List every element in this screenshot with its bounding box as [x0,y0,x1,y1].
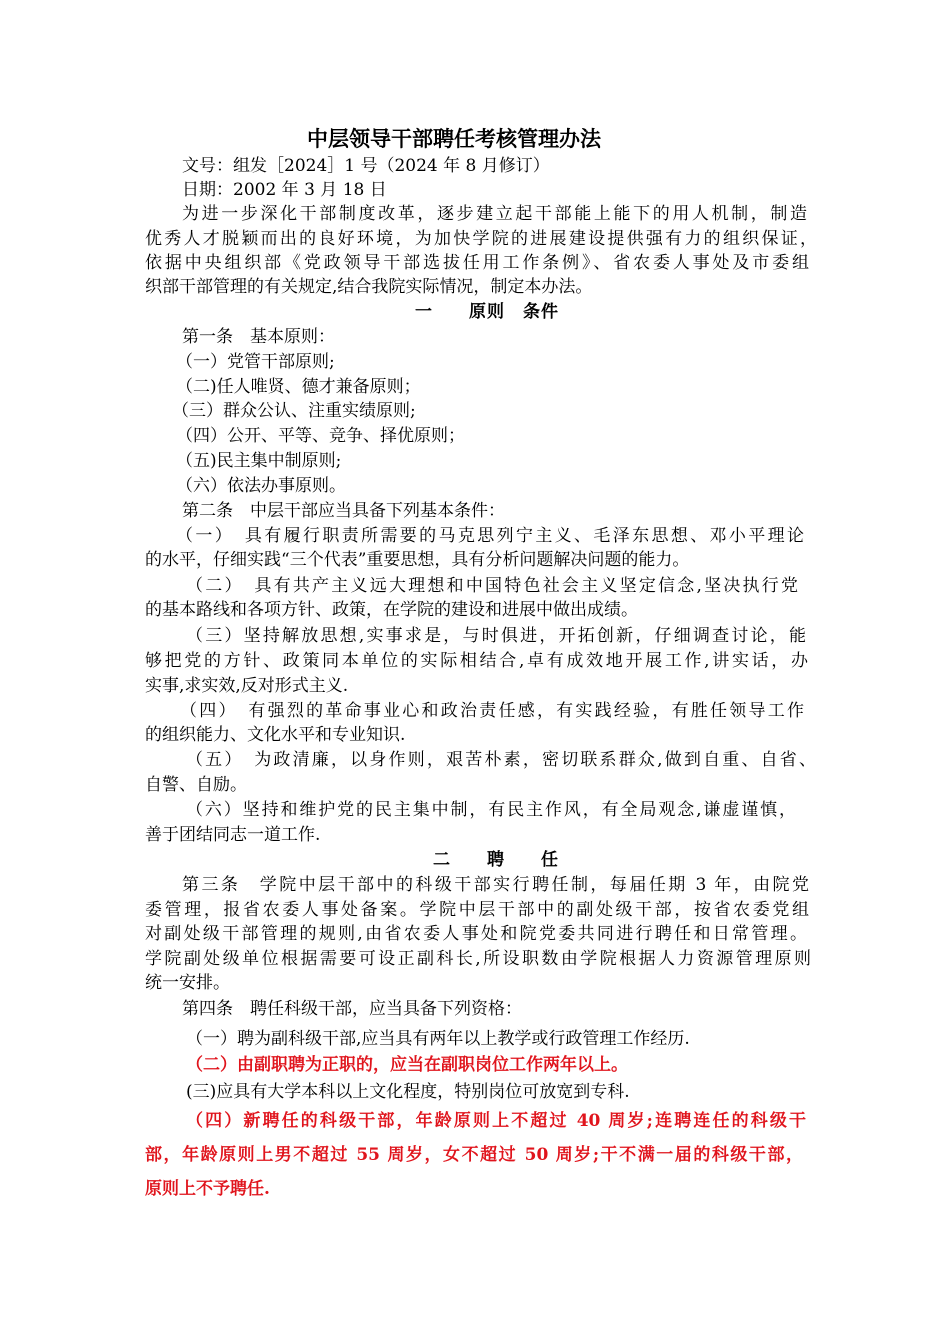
list-item: （一）聘为副科级干部,应当具有两年以上教学或行政管理工作经历. [186,1029,690,1049]
article-line: 的组织能力、文化水平和专业知识. [145,725,406,745]
list-item: （四）公开、平等、竞争、择优原则； [176,426,465,446]
article-line: 统一安排。 [145,973,230,993]
article-heading: 第一条 基本原则： [182,327,335,347]
highlighted-text: 新聘任的科级干部，年龄原则上不超过 40 周岁;连聘连任的科级干 [243,1111,806,1131]
article-line: 自警、自励。 [145,775,247,795]
article-line: （二） 具有共产主义远大理想和中国特色社会主义坚定信念,坚决执行党 [186,576,798,596]
document-number: 文号：组发［2024］1 号（2024 年 8 月修订） [182,156,550,176]
list-item [186,1109,806,1133]
highlighted-text: 部，年龄原则上男不超过 55 周岁，女不超过 50 周岁;干不满一届的科级干部， [145,1145,803,1165]
document-title: 中层领导干部聘任考核管理办法 [307,127,601,151]
intro-line: 为进一步深化干部制度改革，逐步建立起干部能上能下的用人机制，制造 [182,204,807,224]
article-line: 学院副处级单位根据需要可设正副科长,所设职数由学院根据人力资源管理原则 [145,949,811,969]
list-item: (三)应具有大学本科以上文化程度，特别岗位可放宽到专科. [186,1082,630,1102]
item-prefix: （四） [186,1111,244,1131]
highlighted-text: 原则上不予聘任. [145,1179,270,1199]
article-line: 的水平，仔细实践“三个代表”重要思想，具有分析问题解决问题的能力。 [145,550,690,570]
article-line: 对副处级干部管理的规则,由省农委人事处和院党委共同进行聘任和日常管理。 [145,924,807,944]
list-item: （一）党管干部原则; [176,352,335,372]
list-item: （五)民主集中制原则; [176,451,342,471]
list-item: （二)任人唯贤、德才兼备原则； [176,377,421,397]
article-line: 委管理，报省农委人事处备案。学院中层干部中的副处级干部，按省农委党组 [145,900,809,920]
article-line: 够把党的方针、政策同本单位的实际相结合,卓有成效地开展工作,讲实话，办 [145,651,808,671]
item-prefix: （二） [186,1055,237,1075]
article-line: 善于团结同志一道工作. [145,825,321,845]
article-heading: 第四条 聘任科级干部，应当具备下列资格： [182,999,522,1019]
article-line: （一） 具有履行职责所需要的马克思列宁主义、毛泽东思想、邓小平理论 [176,526,804,546]
section-heading: 二 聘 任 [433,850,559,870]
list-item [186,1053,628,1077]
article-line: （五） 为政清廉，以身作则，艰苦朴素，密切联系群众,做到自重、自省、 [186,750,816,770]
intro-line: 依据中央组织部《党政领导干部选拔任用工作条例》、省农委人事处及市委组 [145,253,809,273]
article-line: （四） 有强烈的革命事业心和政治责任感，有实践经验，有胜任领导工作 [180,701,804,721]
list-item: （三）群众公认、注重实绩原则; [172,401,416,421]
highlighted-text: 由副职聘为正职的，应当在副职岗位工作两年以上。 [237,1055,628,1075]
document-date: 日期：2002 年 3 月 18 日 [182,180,387,200]
intro-line: 织部干部管理的有关规定,结合我院实际情况，制定本办法。 [145,277,593,297]
article-line: 的基本路线和各项方针、政策，在学院的建设和进展中做出成绩。 [145,600,638,620]
list-item: （六）依法办事原则。 [176,476,346,496]
article-heading: 第二条 中层干部应当具备下列基本条件： [182,501,505,521]
article-line: （三）坚持解放思想,实事求是，与时俱进，开拓创新，仔细调查讨论，能 [186,626,806,646]
section-heading: 一 原则 条件 [415,302,559,322]
article-line: 实事,求实效,反对形式主义. [145,676,349,696]
article-line: 第三条 学院中层干部中的科级干部实行聘任制，每届任期 3 年，由院党 [182,875,809,895]
intro-line: 优秀人才脱颖而出的良好环境，为加快学院的进展建设提供强有力的组织保证， [145,229,817,249]
article-line: （六）坚持和维护党的民主集中制，有民主作风，有全局观念,谦虚谨慎， [186,800,796,820]
